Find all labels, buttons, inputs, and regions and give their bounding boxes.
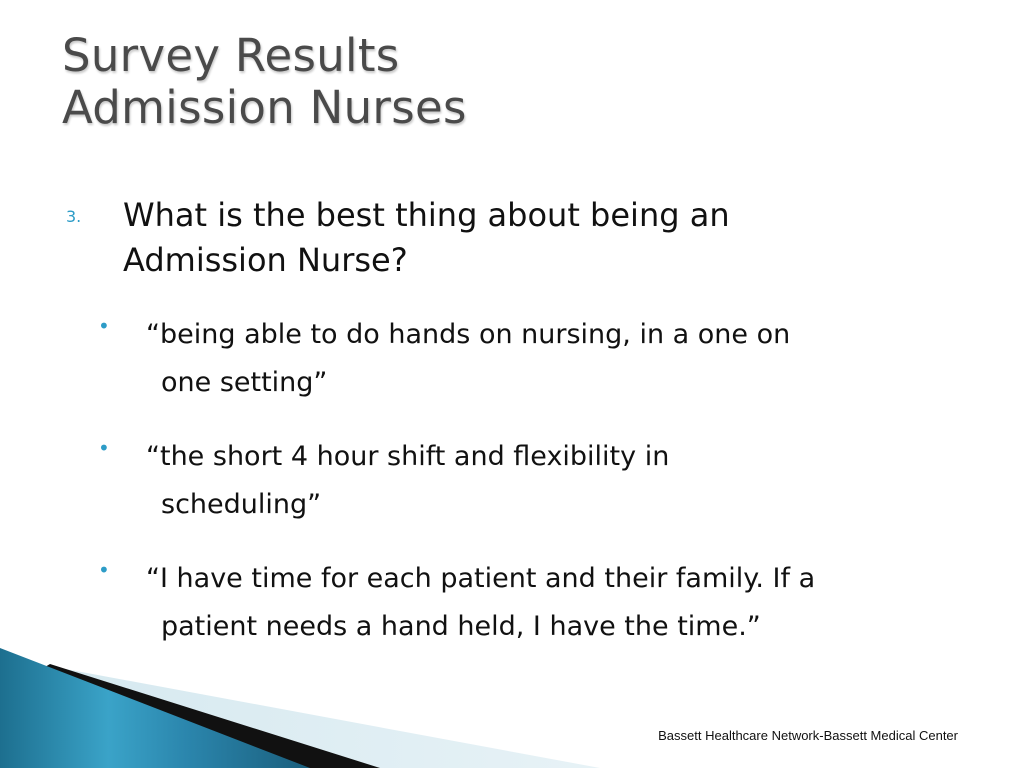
bullet-icon: • bbox=[98, 314, 110, 338]
answer-text-line-1: “the short 4 hour shift and flexibility in bbox=[146, 441, 670, 472]
question-text-line-2: Admission Nurse? bbox=[123, 241, 408, 279]
slide-title bbox=[62, 30, 467, 134]
bullet-icon: • bbox=[98, 558, 110, 582]
answer-item bbox=[98, 555, 978, 651]
bullet-icon: • bbox=[98, 436, 110, 460]
answer-list bbox=[98, 311, 978, 677]
answer-text-line-1: “being able to do hands on nursing, in a one on bbox=[146, 319, 791, 350]
answer-text-line-2: patient needs a hand held, I have the time.” bbox=[161, 611, 761, 642]
question-number: 3. bbox=[66, 207, 82, 226]
answer-text-line-2: one setting” bbox=[161, 367, 328, 398]
slide-title-line-2: Admission Nurses bbox=[62, 81, 467, 134]
question-text-line-1: What is the best thing about being an bbox=[123, 196, 730, 234]
answer-item bbox=[98, 433, 978, 529]
answer-text-line-1: “I have time for each patient and their family. If a bbox=[146, 563, 816, 594]
decorative-wave-graphic bbox=[0, 640, 1024, 768]
slide-title-line-1: Survey Results bbox=[62, 29, 400, 82]
footer-text: Bassett Healthcare Network-Bassett Medical Center bbox=[658, 728, 958, 743]
answer-item bbox=[98, 311, 978, 407]
answer-text-line-2: scheduling” bbox=[161, 489, 322, 520]
question-text bbox=[123, 193, 843, 283]
